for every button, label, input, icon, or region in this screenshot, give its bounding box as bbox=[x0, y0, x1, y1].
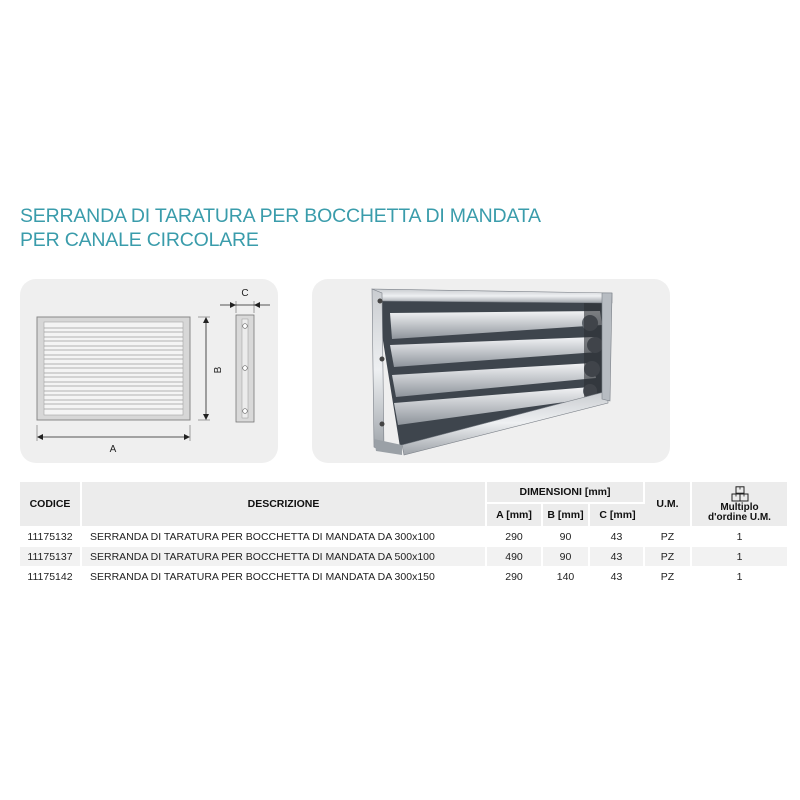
cell-multiplo: 1 bbox=[692, 566, 787, 586]
header-b: B [mm] bbox=[543, 504, 590, 526]
header-descrizione: DESCRIZIONE bbox=[82, 482, 487, 526]
cell-c: 43 bbox=[590, 566, 645, 586]
cell-b: 90 bbox=[543, 526, 590, 546]
product-photo bbox=[312, 279, 670, 463]
side-rivet-icon bbox=[243, 366, 248, 371]
rivet-icon bbox=[380, 357, 385, 362]
header-a: A [mm] bbox=[487, 504, 543, 526]
side-rivet-icon bbox=[243, 409, 248, 414]
dimension-c-label: C bbox=[241, 288, 249, 299]
dimension-a bbox=[37, 425, 190, 441]
side-rivet-icon bbox=[243, 324, 248, 329]
cell-a: 290 bbox=[487, 526, 543, 546]
header-multiplo bbox=[692, 482, 787, 526]
header-dimensioni: DIMENSIONI [mm] bbox=[487, 482, 645, 504]
header-um: U.M. bbox=[645, 482, 692, 526]
cell-a: 490 bbox=[487, 546, 543, 566]
dimension-b bbox=[198, 317, 210, 420]
product-photo-panel bbox=[312, 279, 670, 463]
cell-descrizione: SERRANDA DI TARATURA PER BOCCHETTA DI MANDATA DA 300x150 bbox=[82, 566, 487, 586]
cell-codice: 11175137 bbox=[20, 546, 82, 566]
cell-descrizione: SERRANDA DI TARATURA PER BOCCHETTA DI MANDATA DA 300x100 bbox=[82, 526, 487, 546]
header-c: C [mm] bbox=[590, 504, 645, 526]
grille-inner bbox=[44, 322, 183, 415]
cell-um: PZ bbox=[645, 566, 692, 586]
cell-multiplo: 1 bbox=[692, 546, 787, 566]
dimension-c bbox=[220, 301, 270, 313]
cell-b: 90 bbox=[543, 546, 590, 566]
table-row bbox=[20, 566, 787, 586]
cell-codice: 11175142 bbox=[20, 566, 82, 586]
header-multiplo-line2: d'ordine U.M. bbox=[708, 511, 771, 523]
title-line-2: PER CANALE CIRCOLARE bbox=[20, 229, 259, 251]
title-line-1: SERRANDA DI TARATURA PER BOCCHETTA DI MANDATA bbox=[20, 205, 541, 227]
cell-c: 43 bbox=[590, 546, 645, 566]
box-stack-icon bbox=[731, 486, 749, 502]
header-codice: CODICE bbox=[20, 482, 82, 526]
rivet-icon bbox=[378, 299, 383, 304]
table-row bbox=[20, 526, 787, 546]
cell-multiplo: 1 bbox=[692, 526, 787, 546]
cell-a: 290 bbox=[487, 566, 543, 586]
cell-b: 140 bbox=[543, 566, 590, 586]
table-row bbox=[20, 546, 787, 566]
product-table bbox=[20, 482, 787, 586]
rivet-icon bbox=[380, 422, 385, 427]
cell-c: 43 bbox=[590, 526, 645, 546]
technical-drawing bbox=[20, 279, 278, 463]
cell-um: PZ bbox=[645, 526, 692, 546]
technical-drawing-panel bbox=[20, 279, 278, 463]
page-title bbox=[20, 204, 541, 252]
cell-codice: 11175132 bbox=[20, 526, 82, 546]
cell-um: PZ bbox=[645, 546, 692, 566]
dimension-a-label: A bbox=[109, 444, 117, 455]
header-multiplo-line1: Multiplo bbox=[720, 501, 759, 513]
dimension-b-label: B bbox=[213, 366, 224, 374]
cell-descrizione: SERRANDA DI TARATURA PER BOCCHETTA DI MANDATA DA 500x100 bbox=[82, 546, 487, 566]
